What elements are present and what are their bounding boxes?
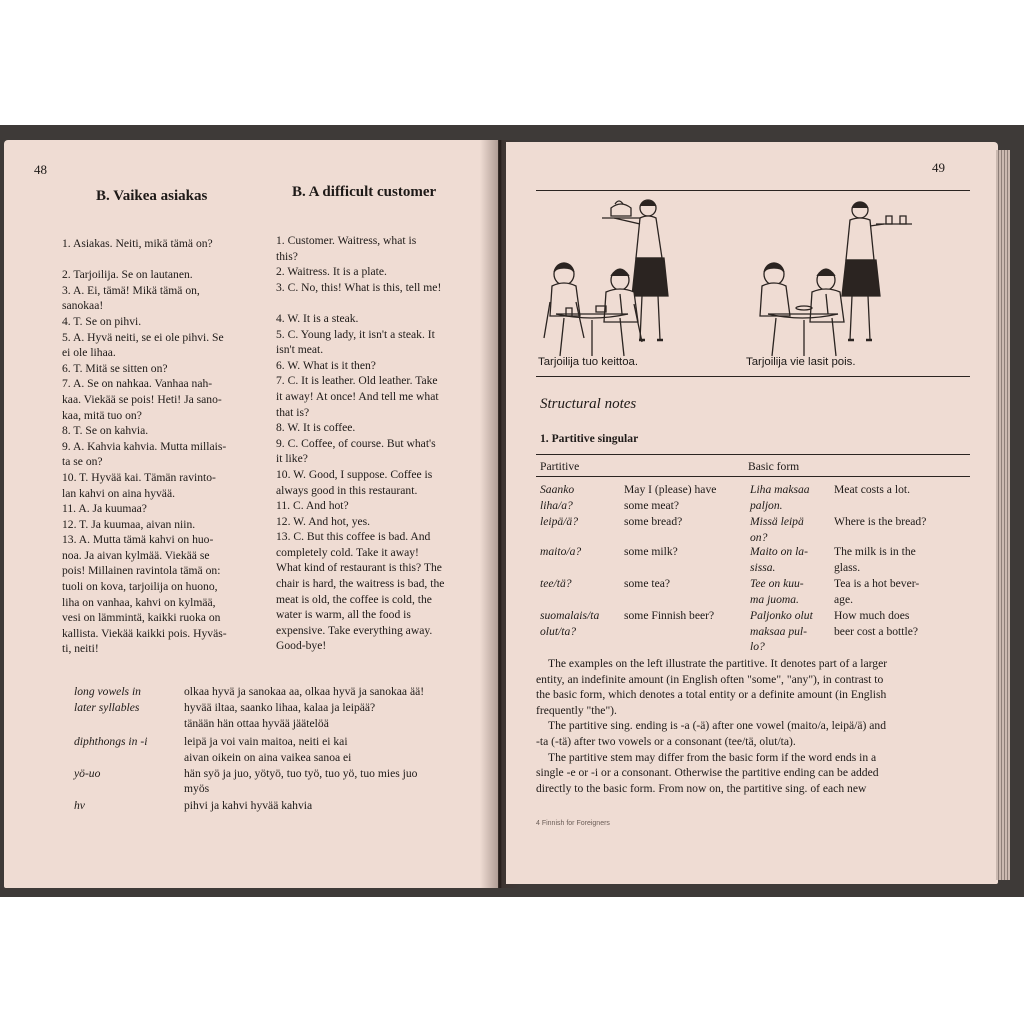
basic-form-finnish: Paljonko olut (750, 609, 813, 622)
english-line: it like? (276, 452, 308, 466)
basic-form-english: beer cost a bottle? (834, 624, 919, 638)
page-footer: 4 Finnish for Foreigners (536, 820, 610, 827)
paragraph-line: The partitive stem may differ from the basic form if the word ends in a (548, 750, 877, 764)
pronunciation-label: later syllables (74, 701, 140, 714)
paragraph-line: entity, an indefinite amount (in English often "some", "any"), in contrast to (536, 672, 884, 686)
basic-form-english: Meat costs a lot. (834, 483, 910, 496)
finnish-line: pois! Millainen ravintola tämä on: (62, 564, 221, 578)
finnish-line: sanokaa! (62, 299, 104, 313)
finnish-line: 6. T. Mitä se sitten on? (62, 361, 168, 375)
basic-form-english: How much does (834, 609, 910, 622)
finnish-line: 1. Asiakas. Neiti, mikä tämä on? (62, 237, 213, 250)
table-header-rule (536, 476, 970, 477)
english-line: 9. C. Coffee, of course. But what's (276, 436, 436, 450)
waitress-bringing-soup-illustration (536, 194, 746, 359)
partitive-english: some milk? (624, 545, 678, 558)
finnish-line: ta se on? (62, 455, 103, 469)
partitive-finnish: leipä/ä? (540, 515, 578, 528)
english-line: 12. W. And hot, yes. (276, 514, 371, 528)
table-header-partitive: Partitive (540, 460, 580, 473)
basic-form-english: age. (834, 592, 853, 606)
english-line: expensive. Take everything away. (276, 623, 433, 637)
basic-form-finnish: Tee on kuu- (750, 577, 804, 590)
explanation-paragraphs (536, 656, 976, 796)
partitive-english: some bread? (624, 515, 683, 528)
basic-form-finnish: lo? (750, 640, 765, 654)
finnish-line: kallista. Viekää kaikki pois. Hyväs- (62, 626, 227, 640)
paragraph-line: directly to the basic form. From now on, the partitive sing. of each new (536, 781, 867, 795)
english-line: meat is old, the coffee is cold, the (276, 592, 432, 606)
english-line: 5. C. Young lady, it isn't a steak. It (276, 327, 435, 341)
page-edges (996, 150, 1010, 880)
english-line: 3. C. No, this! What is this, tell me! (276, 280, 442, 294)
paragraph-line: The examples on the left illustrate the partitive. It denotes part of a larger (548, 657, 888, 670)
finnish-line: lan kahvi on aina hyvää. (62, 486, 175, 500)
subsection-title: 1. Partitive singular (540, 432, 639, 445)
pronunciation-example: leipä ja voi vain maitoa, neiti ei kai (184, 735, 348, 748)
english-line: it away! At once! And tell me what (276, 389, 439, 403)
table-header-basic-form: Basic form (748, 460, 800, 473)
finnish-line: ei ole lihaa. (62, 346, 116, 360)
paragraph-line: The partitive sing. ending is -a (-ä) after one vowel (maito/a, leipä/ä) and (548, 719, 887, 733)
dialogue-english (276, 233, 476, 654)
waitress-taking-glasses-illustration (754, 194, 964, 359)
pronunciation-label: hv (74, 799, 85, 812)
english-line: 1. Customer. Waitress, what is (276, 234, 417, 247)
basic-form-finnish: ma juoma. (750, 592, 799, 606)
finnish-line: kaa. Viekää se pois! Heti! Ja sano- (62, 392, 222, 406)
basic-form-english: Where is the bread? (834, 515, 927, 528)
dialogue-finnish (62, 236, 264, 657)
page-number-right: 49 (932, 160, 945, 175)
partitive-finnish: tee/tä? (540, 577, 572, 590)
table-top-rule (536, 454, 970, 455)
pronunciation-example: aivan oikein on aina vaikea sanoa ei (184, 751, 352, 764)
basic-form-finnish: Maito on la- (750, 545, 808, 558)
pronunciation-example: hän syö ja juo, yötyö, tuo työ, tuo yö, tuo mies juo (184, 767, 418, 780)
heading-finnish: B. Vaikea asiakas (96, 188, 208, 204)
finnish-line: liha on vanhaa, kahvi on kylmää, (62, 595, 216, 609)
section-title: Structural notes (540, 396, 637, 412)
english-line: that is? (276, 405, 310, 419)
english-line: 13. C. But this coffee is bad. And (276, 530, 431, 544)
english-line: 11. C. And hot? (276, 499, 349, 513)
basic-form-english: The milk is in the (834, 545, 916, 558)
english-line: Good-bye! (276, 639, 327, 653)
english-line: 4. W. It is a steak. (276, 311, 359, 325)
finnish-line: vesi on lämmintä, kaikki ruoka on (62, 611, 221, 625)
english-line: completely cold. Take it away! (276, 545, 419, 559)
english-line (276, 295, 476, 311)
partitive-finnish: suomalais/ta (540, 609, 600, 622)
finnish-line: 11. A. Ja kuumaa? (62, 502, 147, 516)
paragraph-line: -ta (-tä) after two vowels or a consonant (tee/tä, olut/ta). (536, 734, 796, 748)
left-page (4, 140, 498, 888)
caption-right: Tarjoilija vie lasit pois. (746, 356, 856, 368)
pronunciation-label: yö-uo (74, 767, 101, 780)
partitive-finnish: maito/a? (540, 545, 582, 558)
partitive-english: some meat? (624, 498, 680, 512)
finnish-line: 10. T. Hyvää kai. Tämän ravinto- (62, 470, 216, 484)
finnish-line: 5. A. Hyvä neiti, se ei ole pihvi. Se (62, 330, 224, 344)
basic-form-english: glass. (834, 560, 861, 574)
basic-form-finnish: Missä leipä (750, 515, 804, 528)
paragraph-line: frequently "the"). (536, 703, 617, 717)
english-line: 2. Waitress. It is a plate. (276, 265, 387, 279)
pronunciation-example: olkaa hyvä ja sanokaa aa, olkaa hyvä ja sanokaa ää! (184, 685, 425, 698)
partitive-english: some Finnish beer? (624, 609, 715, 622)
finnish-line (62, 252, 264, 268)
partitive-finnish: olut/ta? (540, 624, 577, 638)
pronunciation-example: tänään hän ottaa hyvää jäätelöä (184, 717, 329, 730)
english-line: 8. W. It is coffee. (276, 421, 356, 435)
finnish-line: 7. A. Se on nahkaa. Vanhaa nah- (62, 377, 213, 391)
pronunciation-label: long vowels in (74, 685, 141, 698)
finnish-line: noa. Ja aivan kylmää. Viekää se (62, 548, 210, 562)
partitive-english: some tea? (624, 577, 671, 590)
finnish-line: 13. A. Mutta tämä kahvi on huo- (62, 533, 214, 547)
finnish-line: 9. A. Kahvia kahvia. Mutta millais- (62, 439, 227, 453)
pronunciation-example: myös (184, 782, 210, 795)
heading-english: B. A difficult customer (292, 184, 437, 200)
paragraph-line: the basic form, which denotes a total entity or a definite amount (in English (536, 688, 887, 702)
finnish-line: 12. T. Ja kuumaa, aivan niin. (62, 517, 196, 531)
illustration-top-rule (536, 190, 970, 191)
basic-form-finnish: sissa. (750, 560, 776, 574)
pronunciation-label: diphthongs in -i (74, 735, 148, 748)
finnish-line: ti, neiti! (62, 642, 99, 656)
pronunciation-example: pihvi ja kahvi hyvää kahvia (184, 799, 313, 812)
basic-form-finnish: paljon. (750, 498, 783, 512)
finnish-line: 4. T. Se on pihvi. (62, 314, 142, 328)
basic-form-finnish: Liha maksaa (750, 483, 810, 496)
english-line: always good in this restaurant. (276, 483, 418, 497)
english-line: isn't meat. (276, 343, 324, 357)
finnish-line: 8. T. Se on kahvia. (62, 424, 149, 438)
caption-left: Tarjoilija tuo keittoa. (538, 356, 639, 368)
basic-form-english: Tea is a hot bever- (834, 577, 920, 590)
partitive-finnish: Saanko (540, 483, 575, 496)
right-page (506, 142, 998, 884)
finnish-line: kaa, mitä tuo on? (62, 408, 142, 422)
pronunciation-example: hyvää iltaa, saanko lihaa, kalaa ja leipää? (184, 701, 376, 714)
finnish-line: 3. A. Ei, tämä! Mikä tämä on, (62, 283, 200, 297)
basic-form-finnish: on? (750, 530, 768, 544)
partitive-english: May I (please) have (624, 483, 717, 496)
finnish-line: tuoli on kova, tarjoilija on huono, (62, 580, 218, 594)
english-line: 10. W. Good, I suppose. Coffee is (276, 467, 433, 481)
english-line: chair is hard, the waitress is bad, the (276, 577, 445, 591)
english-line: 6. W. What is it then? (276, 358, 376, 372)
illustration-bottom-rule (536, 376, 970, 377)
basic-form-finnish: maksaa pul- (750, 624, 807, 638)
partitive-finnish: liha/a? (540, 498, 573, 512)
english-line: What kind of restaurant is this? The (276, 561, 442, 575)
page-number-left: 48 (34, 162, 47, 177)
paragraph-line: single -e or -i or a consonant. Otherwise the partitive ending can be added (536, 766, 879, 780)
english-line: this? (276, 249, 298, 263)
english-line: water is warm, all the food is (276, 608, 411, 622)
english-line: 7. C. It is leather. Old leather. Take (276, 374, 438, 388)
finnish-line: 2. Tarjoilija. Se on lautanen. (62, 268, 193, 282)
